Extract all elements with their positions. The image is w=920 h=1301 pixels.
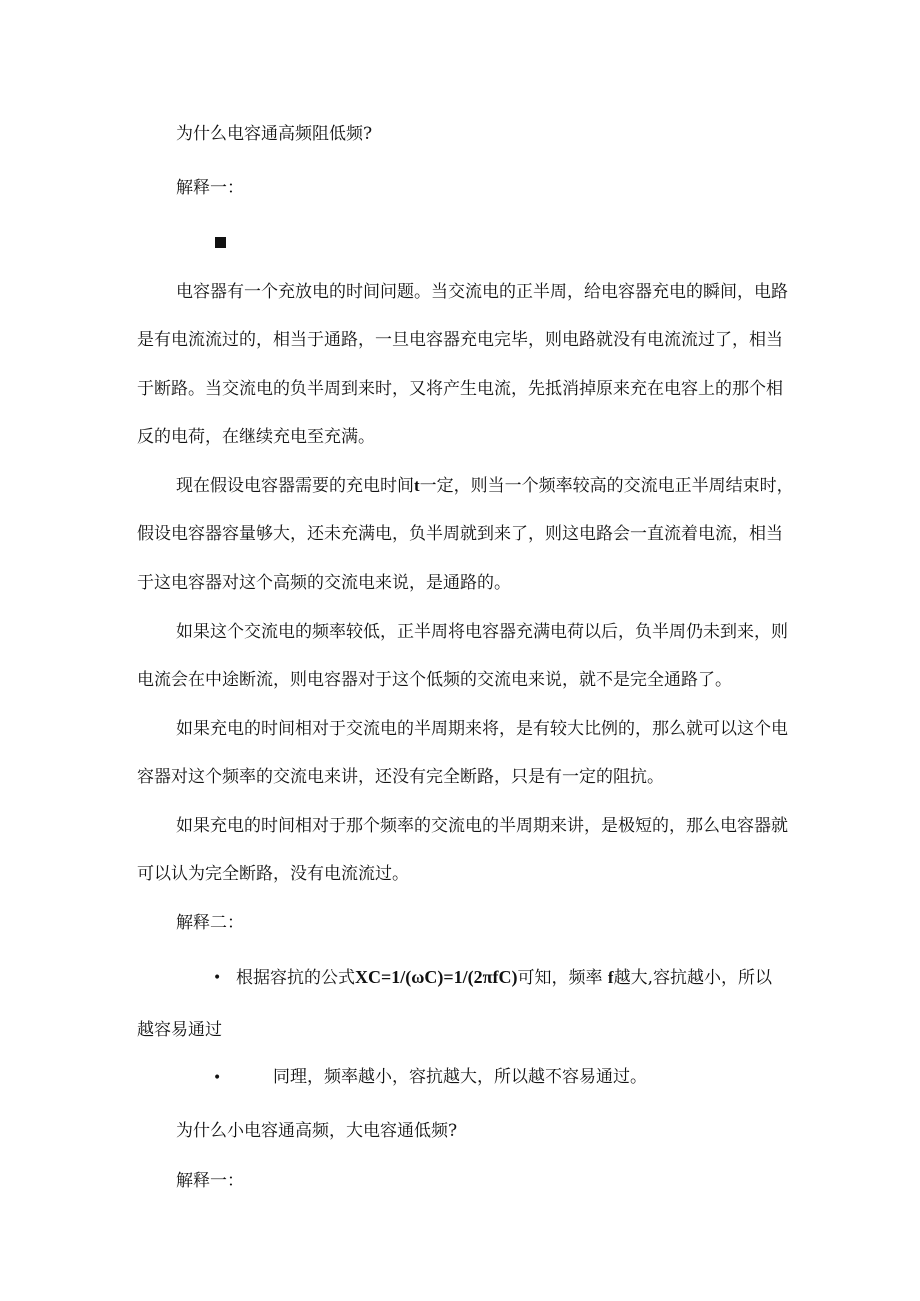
- bullet1-line2: 越容易通过: [137, 1020, 222, 1040]
- bullet2-line: 同理，频率越小，容抗越大，所以越不容易通过。: [273, 1067, 647, 1087]
- p1-line2: 是有电流流过的，相当于通路，一旦电容器充电完毕，则电路就没有电流流过了，相当: [137, 330, 783, 350]
- p3-line2: 电流会在中途断流，则电容器对于这个低频的交流电来说，就不是完全通路了。: [137, 670, 732, 690]
- p5-line2: 可以认为完全断路，没有电流流过。: [137, 864, 409, 884]
- bullet1-line1: 根据容抗的公式XC=1/(ωC)=1/(2πfC)可知，频率 f越大,容抗越小，所以: [236, 967, 772, 988]
- section1-label1: 解释一：: [176, 178, 244, 198]
- bullet-dot-icon: •: [213, 970, 222, 986]
- p5-line1: 如果充电的时间相对于那个频率的交流电的半周期来讲，是极短的，那么电容器就: [176, 816, 788, 836]
- capacitive-reactance-formula: XC=1/(ωC)=1/(2πfC): [355, 967, 518, 987]
- section1-label2: 解释二：: [176, 913, 244, 933]
- p2-line3: 于这电容器对这个高频的交流电来说，是通路的。: [137, 573, 511, 593]
- p1-line4: 反的电荷，在继续充电至充满。: [137, 427, 375, 447]
- section2-heading: 为什么小电容通高频，大电容通低频?: [176, 1121, 458, 1141]
- bullet-dot-icon: •: [213, 1070, 222, 1086]
- p4-line1: 如果充电的时间相对于交流电的半周期来将，是有较大比例的，那么就可以这个电: [176, 719, 788, 739]
- p2-line2: 假设电容器容量够大，还未充满电，负半周就到来了，则这电路会一直流着电流，相当: [137, 524, 783, 544]
- p1-line1: 电容器有一个充放电的时间问题。当交流电的正半周，给电容器充电的瞬间，电路: [176, 282, 788, 302]
- section2-label1: 解释一：: [176, 1171, 244, 1191]
- p1-line3: 于断路。当交流电的负半周到来时，又将产生电流，先抵消掉原来充在电容上的那个相: [137, 379, 783, 399]
- p3-line1: 如果这个交流电的频率较低，正半周将电容器充满电荷以后，负半周仍未到来，则: [176, 622, 788, 642]
- var-t: t: [414, 476, 420, 495]
- square-bullet-icon: [215, 237, 226, 248]
- p4-line2: 容器对这个频率的交流电来讲，还没有完全断路，只是有一定的阻抗。: [137, 767, 664, 787]
- section1-heading: 为什么电容通高频阻低频?: [176, 124, 373, 144]
- p2-line1: 现在假设电容器需要的充电时间t一定，则当一个频率较高的交流电正半周结束时，: [176, 476, 794, 496]
- var-f: f: [607, 968, 614, 987]
